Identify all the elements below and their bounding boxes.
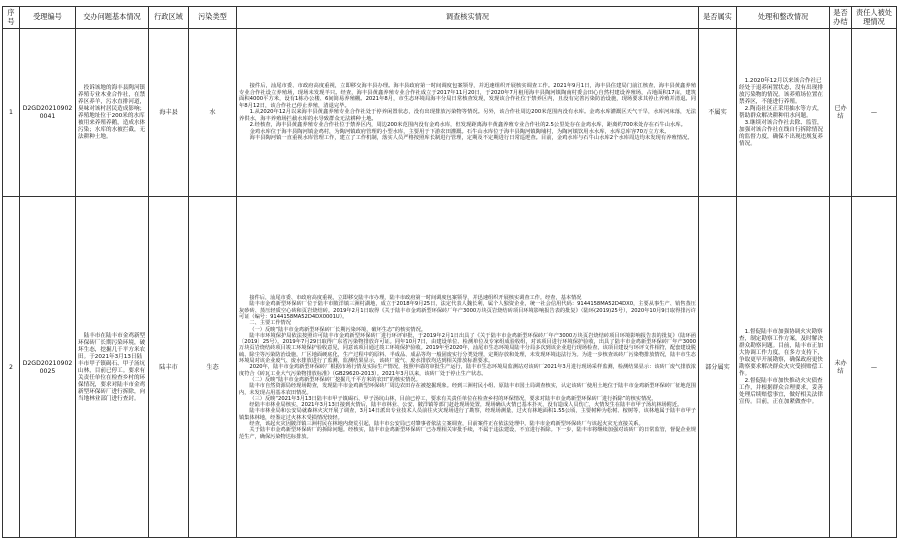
header-verified: 是否属实 <box>699 7 737 28</box>
handling-item: 1.督促陆丰市加强协调火灾勘察查，制定勘察工作方案，及时解决群众勘察问题。目前，陆丰市正加大协调工作力度，在多方支持下，争取更早开展勘察，确保政府更快勘察要求解决群众火灾受损赔偿工作。 <box>739 329 823 377</box>
table-row <box>3 197 896 538</box>
row-no: 1 <box>3 29 20 196</box>
row-verified: 不属实 <box>699 29 737 196</box>
handling-item: 1.2020年12月以来该合作社已经处于退养闲置状态，没有出现排放污染物的情况。该养殖场位置在禁养区，不能进行养殖。 <box>739 77 823 105</box>
table-header <box>3 7 896 29</box>
investigation-paragraph: 2020年，陆丰市金鸡新型环保砖厂根据市场行情及实际生产情况，按照申请的审批生产运行，陆丰市生态环境局监测站对该砖厂2021年3月进行现场采样监测，检测结果显示：该砖厂废气排放浓度符合《砖瓦工业大气污染物排放标准》（GB29620-2013）。2021年3月以来，该砖厂处于停止生产状态。 <box>239 364 696 377</box>
row-handling <box>737 29 830 196</box>
investigation-paragraph: 海丰县陶河镇一直重视水库管理工作，建立了工作机制，落实人员严格按照库长制进行管理，定期及不定期进行日常巡逻查。目前，金鸡水库与石牛山水库2个水库周边均未发现有养殖情况。 <box>249 135 693 142</box>
row-case-id: D2GD202109020025 <box>20 197 76 538</box>
table-row <box>3 29 896 197</box>
header-handling: 处理和整改情况 <box>737 7 830 28</box>
header-district: 行政区域 <box>149 7 189 28</box>
investigation-paragraph: 经陆丰市林业局核实，2021年3月13日接到火情后，陆丰市林业、公安、陂洋镇等部门赶赴现场处置，现场确认火情已基本扑灭，没有造成人员伤亡，火情发生在陆丰市甲子汤坑林场附近。 <box>249 402 683 409</box>
investigation-paragraph: 经查，该起火灾因陂洋镇三洲村民在林地内烧荒引起，陆丰市公安局已对肇事者依法立案调查，目前案件正在依法处理中。陆丰市金鸡新型环保砖厂与该起火灾无直接关系。 <box>249 421 644 428</box>
summary-text: 陆丰市在陆丰市金鸡新型环保砖厂长期污染环境，破坏生态，挖掘几千平方米农田。于2021年3月13日陆丰市甲子镇碣石、甲子汤坑山林，目前已停工。要求有关责任单位在检查乡村的环保情况，要求对陆丰市金鸡新型环保砖厂进行拆除，向当地林业部门进行查封。 <box>78 332 146 402</box>
investigation-paragraph: 关于陆丰市金鸡新型环保砖厂的拆除问题。经核实，陆丰市金鸡新型环保砖厂已办理相关审批手续，不属于违法建设，不宜进行拆除。下一步，陆丰市将继续加强对该砖厂的日常监管，督促企业规范生产，确保污染物达标排放。 <box>239 427 696 440</box>
handling-item: 2.督促陆丰市加快推动火灾债查工作，并根据群众合理要求，妥善处理后续赔偿事宜，做好相关法律宣传。目前，正在加紧做查中。 <box>739 378 823 405</box>
row-case-id: D2GD202109020041 <box>20 29 76 196</box>
row-verified: 部分属实 <box>699 197 737 538</box>
row-district: 陆丰市 <box>149 197 189 538</box>
row-district: 海丰县 <box>149 29 189 196</box>
handling-item: 2.陶南社区正采用抽水等方式，帮助群众解决耕种用水问题。 <box>739 105 823 119</box>
header-investigation: 调查核实情况 <box>237 7 699 28</box>
investigation-paragraph: （二）反映“陆丰市金鸡新型环保砖厂挖掘几千平方米的农田”的核实情况。 <box>249 376 421 383</box>
handling-item: 3.继续对该合作社去除、监管，加强对该合作社在线自行拆除情况的监督力度，确保不出现违规复养情况。 <box>739 119 823 147</box>
investigation-paragraph: 接件后，汕尾市委、市政府高度重视，立即移交陆丰市办理，陆丰市政府第一时间调度包案领导，并迅速组织开展核实调查工作。经查，基本情况 <box>249 295 582 302</box>
header-closed: 是否办结 <box>830 7 852 28</box>
row-summary <box>76 29 149 196</box>
investigation-paragraph: 1.从2020年12月以来海丰县黄鑫养殖专业合作社处于停养闲置状态，没有出现排放污染物等情况。另外，该合作社周边200米范围内没有水库。金鸡水库灌溉区天气干旱，水库河床落，无法养供水，海丰养殖场拦截水库的水导致群众无法耕种土地。 <box>239 109 696 122</box>
row-no: 2 <box>3 197 20 538</box>
row-investigation <box>237 29 699 196</box>
investigation-paragraph: 二、主要工作情况 <box>249 320 291 327</box>
investigation-paragraph: 金鸡水库位于海丰县陶河镇金鸡村，为陶河镇政府管理的小型水库，主要用于下游农田灌溉。石牛山水库位于海丰县陶河镇陶埔村，为陶河镇饮用水水库，水库总库容70万立方米。 <box>249 128 670 135</box>
investigation-paragraph: 陆丰市林业局和公安局就森林火灾开展了调查，3月14日派出专业技术人员前往火灾现场进行了勘察，经现场测量，过火有林地面积1.55公顷，主要树种为松树、桉树等，该林地属于陆丰市甲子镇集体林地，经鉴定过火林木受损情况较轻。 <box>239 408 696 421</box>
header-no: 序号 <box>3 7 20 28</box>
investigation-paragraph: 陆丰市自然资源局经现场勘查，发现陆丰市金鸡新型环保砖厂周边农田存在被挖掘现象。经到三洲村民小组、原陆丰市国土局调查核实，认定该砖厂使用土地位于陆丰市金鸡新型环保砖厂征地范围内，未发现占用基本农田情况。 <box>239 383 696 396</box>
row-pollution: 水 <box>189 29 237 196</box>
inspection-table <box>2 6 897 538</box>
investigation-paragraph: 陆丰市金鸡新型环保砖厂位于陆丰市陂洋镇三洲村湖地，成立于2018年9月25日，法定代表人魏长利，属个人独资企业，统一社会信用代码：9144158MA52D4DX0，主要从事生产、销售蒸压灰砂砖、蒸压轻质空心砖和页岩烧结砖。2019年2月1日取得《关于陆丰市金鸡新型环保砖厂年产3000万块页岩烧结砖项目环境影响报告表的批复》（陆环(2019)25号），2020年10月9日取得排污许可证（编号：9144158MA52D4DX0001U）。 <box>239 301 696 320</box>
investigation-paragraph: 陆丰市环境保护局依法按照许可陆丰市金鸡新型环保砖厂进行环评审批，于2019年2月1日出具了《关于陆丰市金鸡新型环保砖厂年产3000万块页岩烧结砖项目环境影响报告表的批复》（陆环函〔2019〕25号）。2019年7月29日取得广东省污染物排放许可证。同年10月7日，由建设单位、检测单位及专家组成验收组，对该项目进行环境保护验收，出具了陆丰市金鸡新型环保砖厂年产3000万块页岩烧结砖项目竣工环境保护验收意见，同意该项目通过竣工环境保护验收。2019年至2020年，汕尾市生态环境局陆丰分局多次到该企业进行现场检查，该项目建设与环评文件相符，配套建设脱硫、除尘等污染防治设施，厂区地面硬底化，生产过程中的原料、半成品、成品等均一般固废实行分类处理，定期存放和处理，未发现环境违法行为。为进一步核查该砖厂污染物排放情况，陆丰市生态环境局对该企业废气、废水排放进行了监测，监测结果显示，该砖厂废气、废水排放均达到相关排放标准要求。 <box>239 332 696 365</box>
investigation-paragraph: （一）反映“陆丰市金鸡新型环保砖厂长期污染环境，破坏生态”的核实情况。 <box>249 326 426 333</box>
header-accountability: 责任人被处理情况 <box>856 8 892 26</box>
row-pollution: 生态 <box>189 197 237 538</box>
investigation-paragraph: 接件后，汕尾市委、市政府高度重视，立即移交海丰县办理。海丰县政府第一时间调度包案领导，并迅速组织开展核实调查工作。2021年9月1日，海丰县住建局门前江核查，海丰县黄鑫养殖专业合作社设立养殖场，现场未发现羊只。经查，海丰县黄鑫养殖专业合作社成立于2017年11月20日，于2020年7月租用海丰县陶河镇陶南村委会田心自然村建设养殖场，占地面积17亩，建筑面积4000平方米，设有1栋办公楼、6间简易养殖棚。2021年8月，市生态环境局海丰分局日常核查发现，发现该合作社位于禁养区内，且没有完善污染防治设施，现场要求其停止养殖并清退。同年8月12日，该合作社已停止养殖，清退完毕。 <box>239 83 696 109</box>
row-closed: 已办结 <box>830 29 852 196</box>
summary-text: 投诉该地的海丰县陶河镇养殖专业木业合作社，在禁养区养羊，污水直排河道，臭味对该村居民造成影响；养殖地址位于200米的水库被用来养殖养鹅，造成水体污染；水库的水被拦截，无法耕种土地。 <box>78 84 146 140</box>
row-closed: 未办结 <box>830 197 852 538</box>
row-accountability: — <box>870 363 878 371</box>
row-accountability: — <box>870 108 878 116</box>
header-pollution: 污染类型 <box>189 7 237 28</box>
investigation-paragraph: （三）反映“2021年3月13日陆丰市甲子镇碣石、甲子汤坑山林，目前已停工，要求有关责任单位在检查乡村的环保情况，要求对陆丰市金鸡新型环保砖厂进行拆除”的核实情况。 <box>249 395 657 402</box>
header-case-id: 受理编号 <box>20 7 76 28</box>
row-summary <box>76 197 149 538</box>
row-handling <box>737 197 830 538</box>
investigation-paragraph: 2.经核查，海丰县黄鑫养殖专业合作社位于禁养区内，周边200米范围内没有金鸡水库，但发现距离海丰黄鑫养殖专业合作社的2.5公里处存在金鸡水库，距离约700米处存在石牛山水库。 <box>249 122 686 129</box>
header-summary: 交办问题基本情况 <box>76 7 149 28</box>
row-investigation <box>237 197 699 538</box>
